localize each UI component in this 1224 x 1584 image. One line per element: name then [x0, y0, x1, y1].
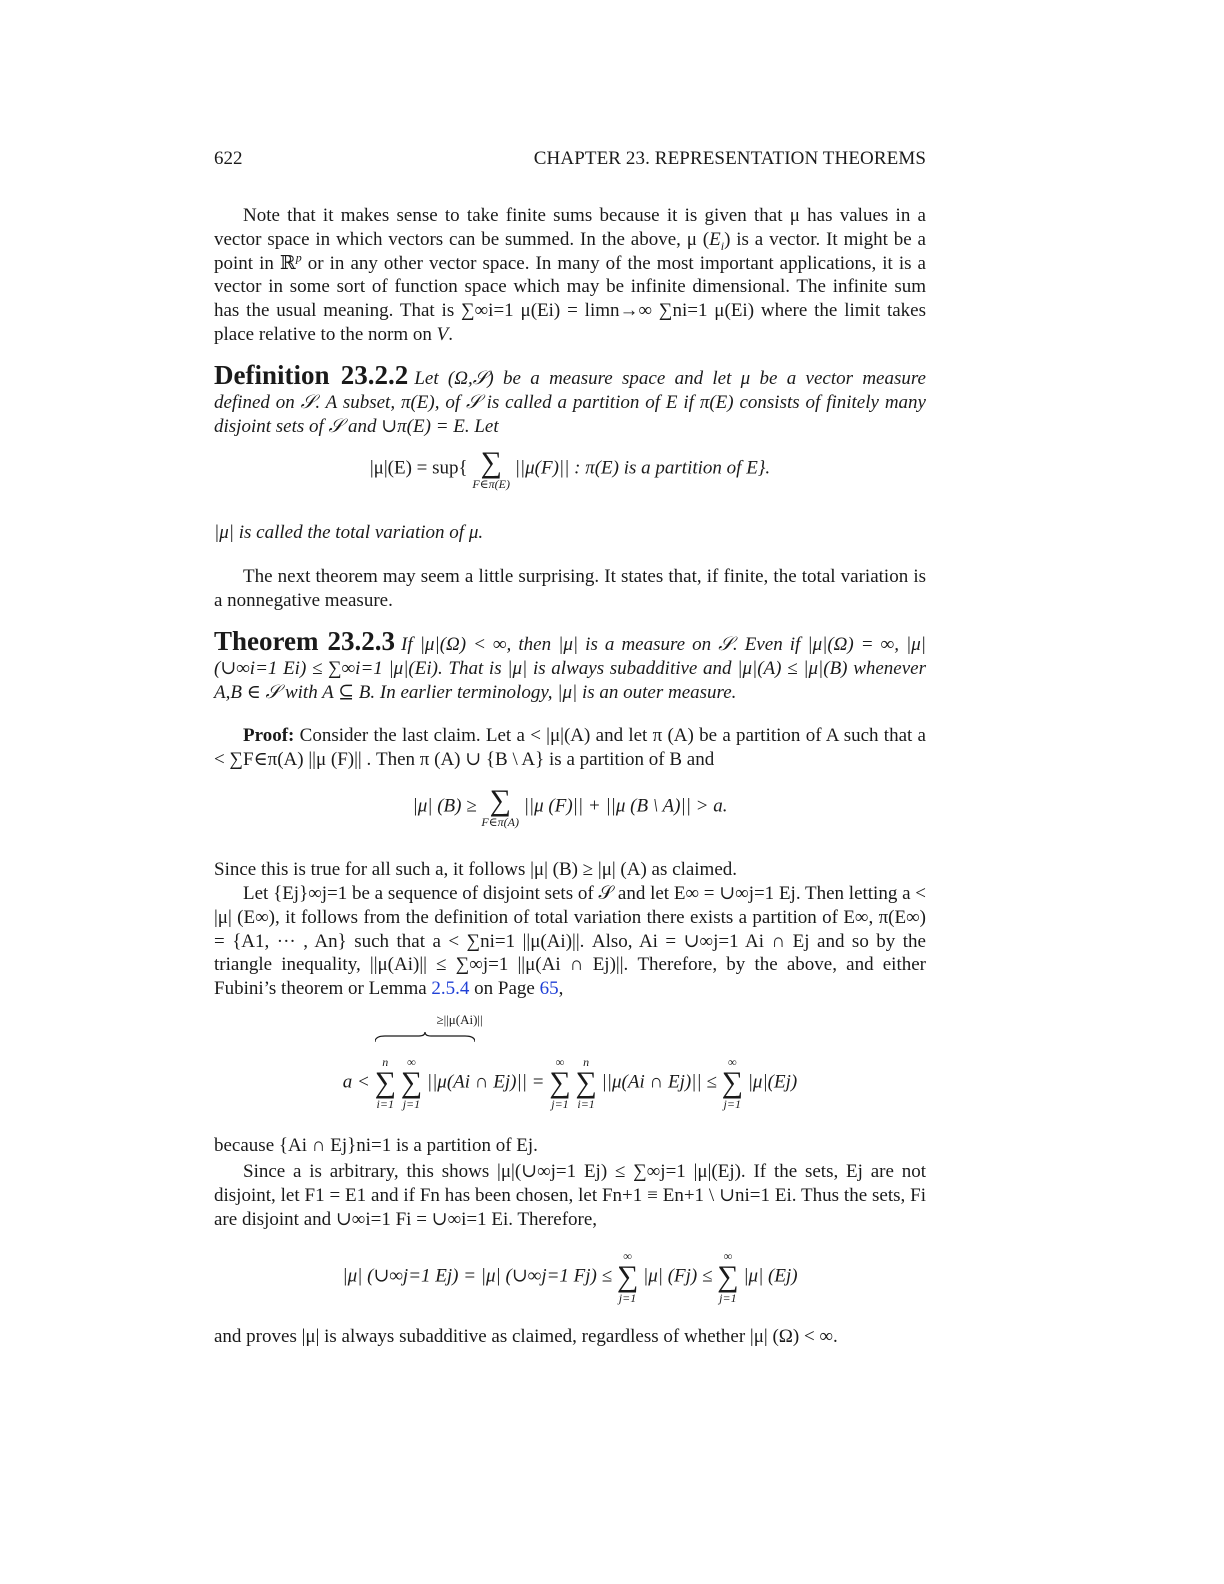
- para1-text-2: ) is a vector. It might be a point in ℝ: [214, 228, 926, 274]
- def-eq-right: ||μ(F)|| : π(E) is a partition of E}.: [514, 457, 771, 479]
- proof-paragraph-1: [214, 724, 926, 772]
- eq1-sum: [481, 786, 519, 828]
- def-sum-index: F∈π(E): [472, 477, 510, 491]
- eq1-sum-index: F∈π(A): [481, 815, 519, 829]
- definition-equation: [214, 448, 926, 490]
- eq2-sum-i2: [575, 1056, 596, 1110]
- proof-paragraph-6: and proves |μ| is always subadditive as claimed, regardless of whether |μ| (Ω) < ∞.: [214, 1326, 838, 1347]
- lemma-link[interactable]: 2.5.4: [431, 978, 470, 1000]
- page-number: 622: [214, 148, 243, 169]
- definition-heading: Definition 23.2.2: [214, 360, 409, 390]
- proof-equation-3: [214, 1250, 926, 1304]
- eq3-left: |μ| (∪∞j=1 Ej) = |μ| (∪∞j=1 Fj) ≤: [342, 1265, 613, 1287]
- transition-paragraph: The next theorem may seem a little surprising. It states that, if finite, the total variation is a nonnegative measure.: [214, 566, 926, 611]
- theorem-block: [214, 626, 927, 704]
- para1-symbol-E: E: [709, 228, 721, 250]
- para1-text-3: or in any other vector space. In many of the most important applications, it is a vector in some sort of function space which may be infinite dimensional. The infinite sum has the usual meaning. That is: [214, 252, 926, 322]
- eq2-overbrace-group: [374, 1012, 545, 1111]
- para1-limit-expression: ∑∞i=1 μ(Ei) = limn→∞ ∑ni=1 μ(Ei): [461, 300, 755, 322]
- eq1-sum-symbol: ∑: [489, 784, 511, 817]
- eq3-sum-1-symbol: ∑: [616, 1260, 639, 1293]
- eq3-sum-1-upper: ∞: [623, 1249, 632, 1263]
- theorem-heading: Theorem 23.2.3: [214, 626, 396, 656]
- eq2-sum-i2-lower: i=1: [577, 1097, 595, 1111]
- para1-sup-p: p: [295, 250, 302, 265]
- eq2-sum-i-lower: i=1: [376, 1097, 394, 1111]
- eq3-sum-2-upper: ∞: [723, 1249, 733, 1263]
- eq2-sum-i2-symbol: ∑: [575, 1066, 597, 1099]
- definition-block: [214, 360, 926, 438]
- para1-symbol-V: V: [436, 323, 449, 345]
- eq2-sum-i2-upper: n: [583, 1055, 590, 1069]
- eq2-sum-j2-upper: ∞: [555, 1055, 565, 1069]
- para1-sub-i: i: [720, 238, 725, 253]
- para1-text-4: where the limit takes place relative to the norm on: [214, 300, 927, 345]
- intro-paragraph: [214, 204, 926, 347]
- page-link[interactable]: 65: [539, 978, 559, 1000]
- eq2-sum-j2-symbol: ∑: [549, 1066, 571, 1099]
- eq3-right: |μ| (Ej): [743, 1265, 798, 1287]
- proof-paragraph-4: because {Ai ∩ Ej}ni=1 is a partition of Ej.: [214, 1135, 538, 1156]
- proof-text-3c: ,: [558, 978, 564, 1000]
- para1-text-5: .: [448, 323, 453, 345]
- eq2-term-1: ||μ(Ai ∩ Ej)|| =: [426, 1071, 545, 1093]
- proof-text-3a: Let {Ej}∞j=1 be a sequence of disjoint sets of 𝒮 and let E∞ = ∪∞j=1 Ej. Then letting a < |μ| (E∞), it follows from the definition of total variation there exists a partition of E∞, π(E∞) = {A1, ··· , An} such that a < ∑ni=1 ||μ(Ai)||. Also, Ai = ∪∞j=1 Ai ∩ Ej and so by the triangle inequality, ||μ(Ai)|| ≤ ∑∞j=1 ||μ(Ai ∩ Ej)||. Therefore, by the above, and either Fubini’s theorem or Lemma: [214, 883, 926, 1000]
- eq2-sum-j3-lower: j=1: [723, 1097, 741, 1111]
- eq2-sum-j-symbol: ∑: [400, 1066, 423, 1099]
- eq2-sum-j2-lower: j=1: [551, 1097, 569, 1111]
- def-sum-symbol: ∑: [480, 446, 502, 479]
- proof-label: Proof:: [243, 725, 295, 746]
- eq2-sum-j-upper: ∞: [407, 1055, 416, 1069]
- eq3-sum-2: [717, 1250, 738, 1304]
- def-eq-left: |μ|(E) = sup{: [369, 457, 468, 479]
- chapter-title: CHAPTER 23. REPRESENTATION THEOREMS: [533, 148, 926, 169]
- proof-paragraph-3: [214, 882, 926, 1001]
- proof-paragraph-5: Since a is arbitrary, this shows |μ|(∪∞j=1 Ej) ≤ ∑∞j=1 |μ|(Ej). If the sets, Ej are not disjoint, let F1 = E1 and if Fn has been chosen, let Fn+1 ≡ En+1 \ ∪ni=1 Ei. Thus the sets, Fi are disjoint and ∪∞i=1 Fi = ∪∞i=1 Ei. Therefore,: [214, 1161, 926, 1230]
- proof-equation-2: [214, 1012, 926, 1111]
- eq2-sum-j-lower: j=1: [402, 1097, 421, 1111]
- def-eq-sum: [472, 448, 510, 490]
- proof-equation-1: [214, 786, 926, 828]
- definition-body: Let (Ω,𝒮) be a measure space and let μ be a vector measure defined on 𝒮. A subset, π(E), of 𝒮 is called a partition of E if π(E) consists of finitely many disjoint sets of 𝒮 and ∪π(E) = E. Let: [214, 368, 926, 437]
- proof-text-1: Consider the last claim. Let a < |μ|(A) and let π (A) be a partition of A such that a < ∑F∈π(A) ||μ (F)|| . Then π (A) ∪ {B \ A} is a partition of B and: [214, 725, 926, 770]
- eq2-term-3: |μ|(Ej): [747, 1071, 798, 1093]
- theorem-body: If |μ|(Ω) < ∞, then |μ| is a measure on 𝒮. Even if |μ|(Ω) = ∞, |μ|(∪∞i=1 Ei) ≤ ∑∞i=1 |μ|(Ei). That is |μ| is always subadditive and |μ|(A) ≤ |μ|(B) whenever A,B ∈ 𝒮 with A ⊆ B. In earlier terminology, |μ| is an outer measure.: [214, 634, 927, 703]
- eq2-sum-j3-upper: ∞: [727, 1055, 737, 1069]
- eq3-sum-1: [617, 1250, 638, 1304]
- eq3-sum-2-symbol: ∑: [717, 1260, 739, 1293]
- definition-tail: |μ| is called the total variation of μ.: [214, 522, 484, 543]
- eq2-sum-j: [401, 1056, 422, 1110]
- eq3-sum-1-lower: j=1: [618, 1291, 637, 1305]
- proof-paragraph-2: Since this is true for all such a, it follows |μ| (B) ≥ |μ| (A) as claimed.: [214, 859, 738, 880]
- eq3-sum-2-lower: j=1: [719, 1291, 737, 1305]
- eq2-a: a <: [342, 1071, 370, 1093]
- eq2-sum-i-upper: n: [382, 1055, 389, 1069]
- eq3-mid: |μ| (Fj) ≤: [642, 1265, 713, 1287]
- running-header: [214, 148, 926, 172]
- eq2-term-2: ||μ(Ai ∩ Ej)|| ≤: [601, 1071, 717, 1093]
- overbrace-glyph: [375, 1032, 475, 1042]
- eq2-sum-i: [375, 1056, 396, 1110]
- eq2-sum-j2: [549, 1056, 570, 1110]
- eq1-right: ||μ (F)|| + ||μ (B \ A)|| > a.: [523, 795, 728, 817]
- para1-text-1: Note that it makes sense to take finite sums because it is given that μ has values in a vector space in which vectors can be summed. In the above, μ (: [214, 205, 926, 250]
- eq2-sum-j3-symbol: ∑: [721, 1066, 743, 1099]
- eq2-brace-label: ≥||μ(Ai)||: [436, 1012, 483, 1027]
- eq1-left: |μ| (B) ≥: [412, 795, 477, 817]
- eq2-sum-i-symbol: ∑: [374, 1066, 396, 1099]
- proof-text-3b: on Page: [469, 978, 540, 1000]
- eq2-sum-j3: [722, 1056, 743, 1110]
